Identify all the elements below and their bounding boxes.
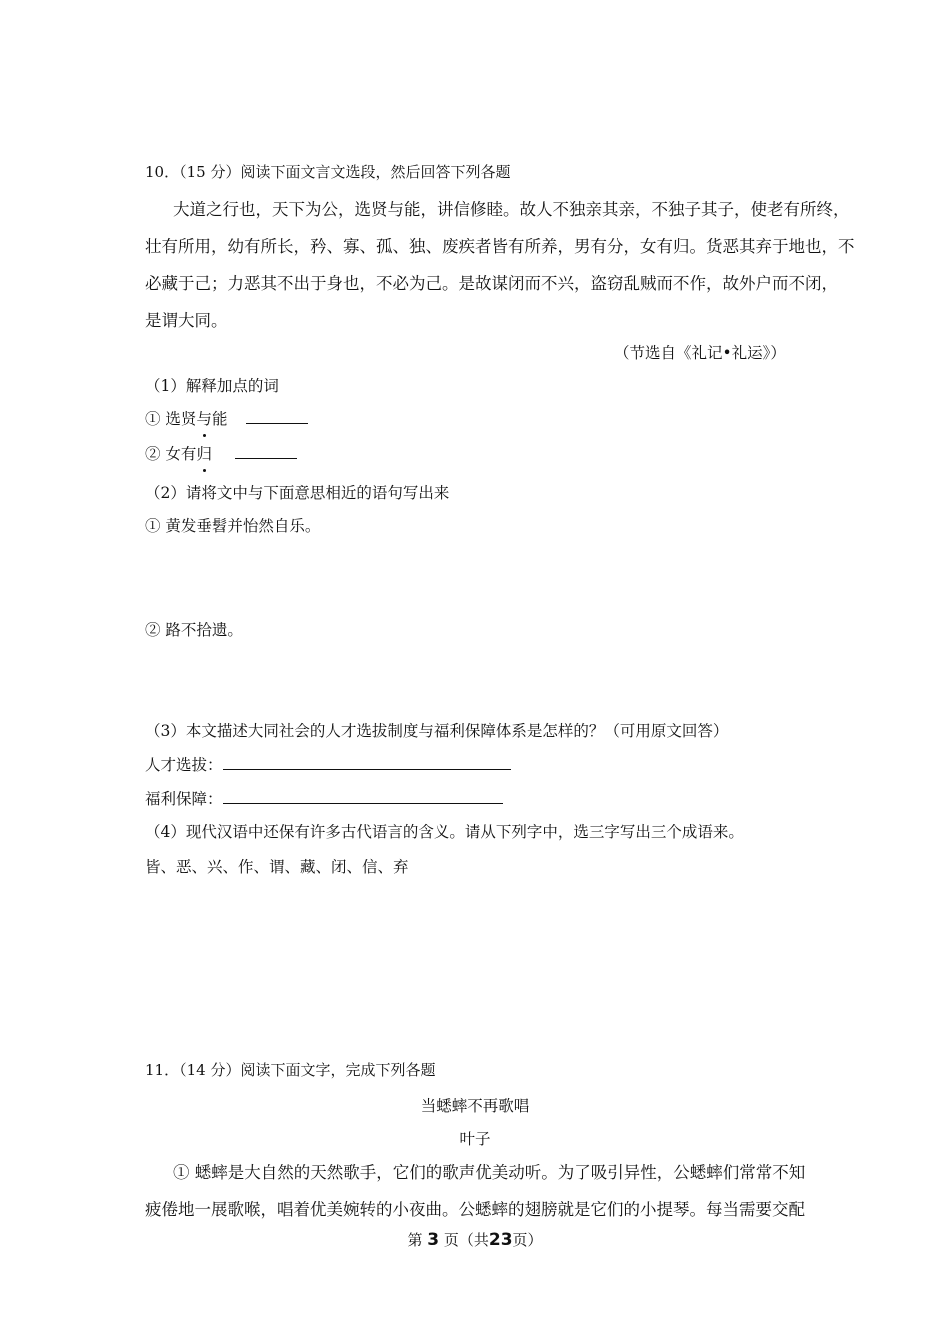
- article-title: 当蟋蟀不再歌唱: [420, 1097, 530, 1115]
- passage-line-1: 大道之行也，天下为公，选贤与能，讲信修睦。故人不独亲其亲，不独子其子，使老有所终，: [173, 200, 850, 219]
- sub2-item-1: ① 黄发垂髫并怡然自乐。: [145, 517, 321, 535]
- sub3-field-talent: [145, 753, 511, 775]
- field-label: 福利保障：: [145, 790, 223, 808]
- sub4-chars: 皆、恶、兴、作、谓、藏、闭、信、弃: [145, 858, 409, 876]
- sub1-item-2: [145, 442, 297, 464]
- passage-line-2: 壮有所用，幼有所长，矜、寡、孤、独、废疾者皆有所养，男有分，女有归。货恶其弃于地也，不: [145, 237, 855, 256]
- dotted-word: [196, 407, 212, 429]
- sub1-item-1-suffix: 能: [211, 410, 228, 428]
- field-label: 人才选拔：: [145, 756, 223, 774]
- sub3-label: （3）本文描述大同社会的人才选拔制度与福利保障体系是怎样的？（可用原文回答）: [145, 722, 729, 740]
- passage-source: （节选自《礼记•礼运》）: [614, 344, 786, 362]
- article-line-1: ① 蟋蟀是大自然的天然歌手，它们的歌声优美动听。为了吸引异性，公蟋蟀们常常不知: [173, 1163, 806, 1182]
- answer-blank[interactable]: [223, 768, 511, 770]
- sub1-item-1-prefix: ① 选贤: [145, 410, 197, 428]
- footer-mid: 页（共: [443, 1231, 489, 1249]
- page-footer: [0, 1229, 950, 1250]
- q11-header: 11．（14 分）阅读下面文字，完成下列各题: [145, 1061, 436, 1079]
- page-number: 3: [427, 1230, 440, 1250]
- emphasis-dot: [203, 434, 206, 437]
- article-author: 叶子: [459, 1130, 491, 1148]
- sub2-label: （2）请将文中与下面意思相近的语句写出来: [145, 484, 450, 502]
- article-line-2: 疲倦地一展歌喉，唱着优美婉转的小夜曲。公蟋蟀的翅膀就是它们的小提琴。每当需要交配: [145, 1200, 805, 1219]
- sub3-field-welfare: [145, 787, 503, 809]
- total-pages: 23: [488, 1230, 513, 1250]
- sub2-item-2: ② 路不拾遗。: [145, 621, 243, 639]
- answer-blank[interactable]: [235, 457, 297, 459]
- sub4-label: （4）现代汉语中还保有许多古代语言的含义。请从下列字中，选三字写出三个成语来。: [145, 823, 744, 841]
- sub1-item-2-prefix: ② 女有: [145, 445, 197, 463]
- dotted-word: [196, 442, 212, 464]
- emphasis-dot: [203, 469, 206, 472]
- dotted-char: 与: [196, 410, 212, 428]
- footer-post: 页）: [512, 1231, 543, 1249]
- answer-blank[interactable]: [246, 422, 308, 424]
- sub1-item-1: [145, 407, 308, 429]
- answer-blank[interactable]: [223, 802, 503, 804]
- footer-pre: 第: [407, 1231, 423, 1249]
- passage-line-3: 必藏于己；力恶其不出于身也，不必为己。是故谋闭而不兴，盗窃乱贼而不作，故外户而不闭，: [145, 274, 838, 293]
- q10-header: 10．（15 分）阅读下面文言文选段，然后回答下列各题: [145, 163, 511, 181]
- passage-line-4: 是谓大同。: [145, 311, 228, 330]
- dotted-char: 归: [196, 445, 212, 463]
- sub1-label: （1）解释加点的词: [145, 377, 279, 395]
